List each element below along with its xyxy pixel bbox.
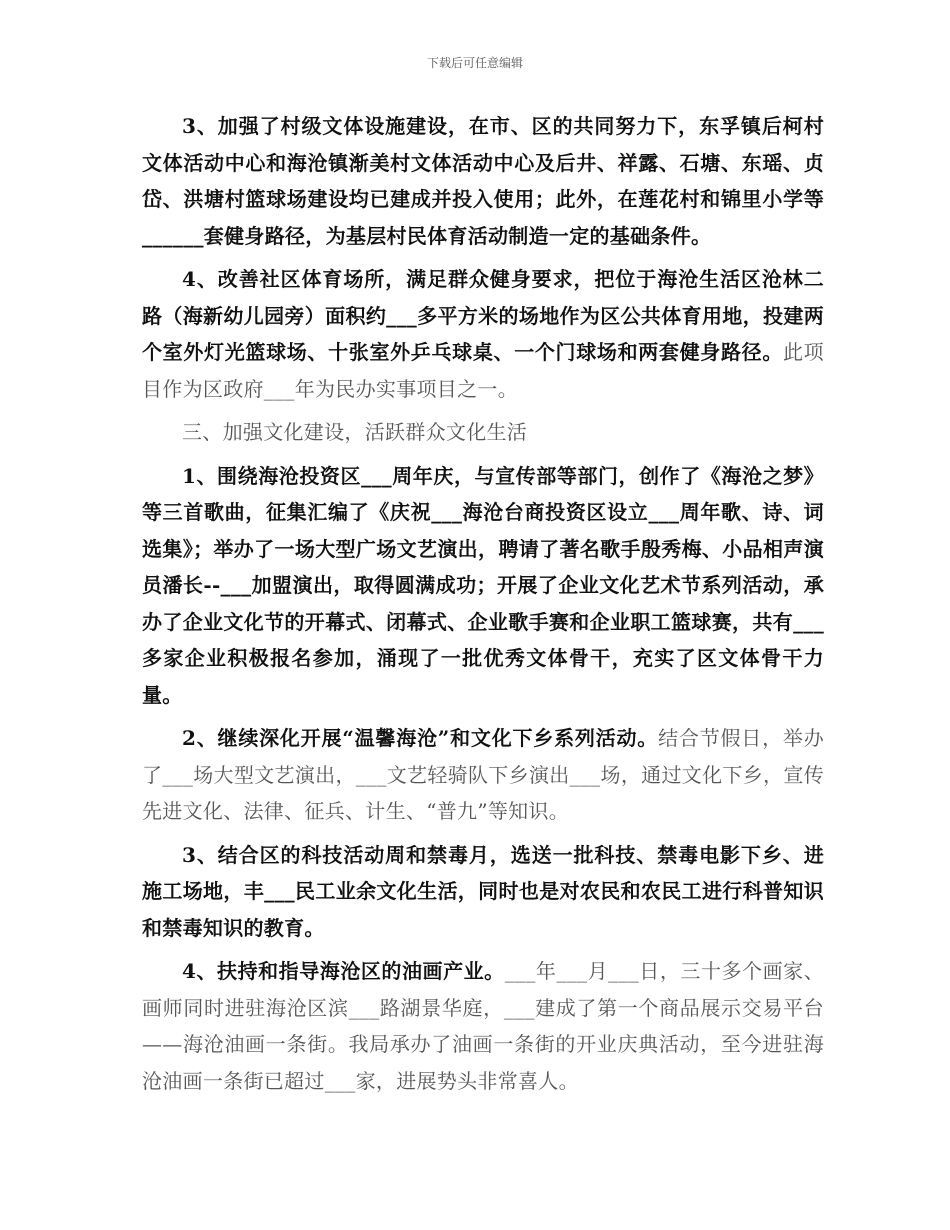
- section-heading-culture-text: 三、加强文化建设，活跃群众文化生活: [182, 420, 528, 444]
- paragraph-science-drug: [142, 837, 824, 947]
- paragraph-cultural-activities-text: 2、继续深化开展“温馨海沧”和文化下乡系列活动。: [182, 726, 659, 750]
- section-heading-culture: [142, 414, 824, 451]
- paragraph-community-venues-text: 4、改善社区体育场所，满足群众健身要求，把位于海沧生活区沧林二路（海新幼儿园旁）面积约___多平方米的场地作为区公共体育用地，投建两个室外灯光篮球场、十张室外乒乓球桌、一个门球场和两套健身路径。: [142, 267, 824, 364]
- paragraph-facilities: [142, 108, 824, 254]
- paragraph-oil-painting-tail: ___年___月___日，三十多个画家、画师同时进驻海沧区滨___路湖景华庭，___建成了第一个商品展示交易平台——海沧油画一条街。我局承办了油画一条街的开业庆典活动，至今进驻海沧油画一条街已超过___家，进展势头非常喜人。: [142, 959, 824, 1093]
- paragraph-cultural-activities: [142, 720, 824, 830]
- paragraph-oil-painting: [142, 953, 824, 1099]
- document-body: [142, 108, 824, 1106]
- paragraph-oil-painting-text: 4、扶持和指导海沧区的油画产业。: [182, 959, 505, 983]
- paragraph-anniversary: [142, 458, 824, 714]
- page-header-note: 下载后可任意编辑: [426, 56, 523, 70]
- paragraph-cultural-activities-tail: 结合节假日，举办了___场大型文艺演出，___文艺轻骑队下乡演出___场，通过文化下乡，宣传先进文化、法律、征兵、计生、“普九”等知识。: [142, 726, 825, 823]
- paragraph-anniversary-text: 1、围绕海沧投资区___周年庆，与宣传部等部门，创作了《海沧之梦》等三首歌曲，征集汇编了《庆祝___海沧台商投资区设立___周年歌、诗、词选集》；举办了一场大型广场文艺演出，聘请了著名歌手殷秀梅、小品相声演员潘长--___加盟演出，取得圆满成功；开展了企业文化艺术节系列活动，承办了企业文化节的开幕式、闭幕式、企业歌手赛和企业职工篮球赛，共有___多家企业积极报名参加，涌现了一批优秀文体骨干，充实了区文体骨干力量。: [142, 463, 824, 707]
- paragraph-science-drug-text: 3、结合区的科技活动周和禁毒月，选送一批科技、禁毒电影下乡、进施工场地，丰___民工业余文化生活，同时也是对农民和农民工进行科普知识和禁毒知识的教育。: [142, 842, 824, 940]
- paragraph-community-venues-tail: 此项目作为区政府___年为民办实事项目之一。: [142, 340, 824, 401]
- paragraph-facilities-text: 3、加强了村级文体设施建设，在市、区的共同努力下，东孚镇后柯村文体活动中心和海沧镇渐美村文体活动中心及后井、祥露、石塘、东瑶、贞岱、洪塘村篮球场建设均已建成并投入使用；此外，在莲花村和锦里小学等______套健身路径，为基层村民体育活动制造一定的基础条件。: [142, 114, 824, 248]
- paragraph-community-venues: [142, 261, 824, 407]
